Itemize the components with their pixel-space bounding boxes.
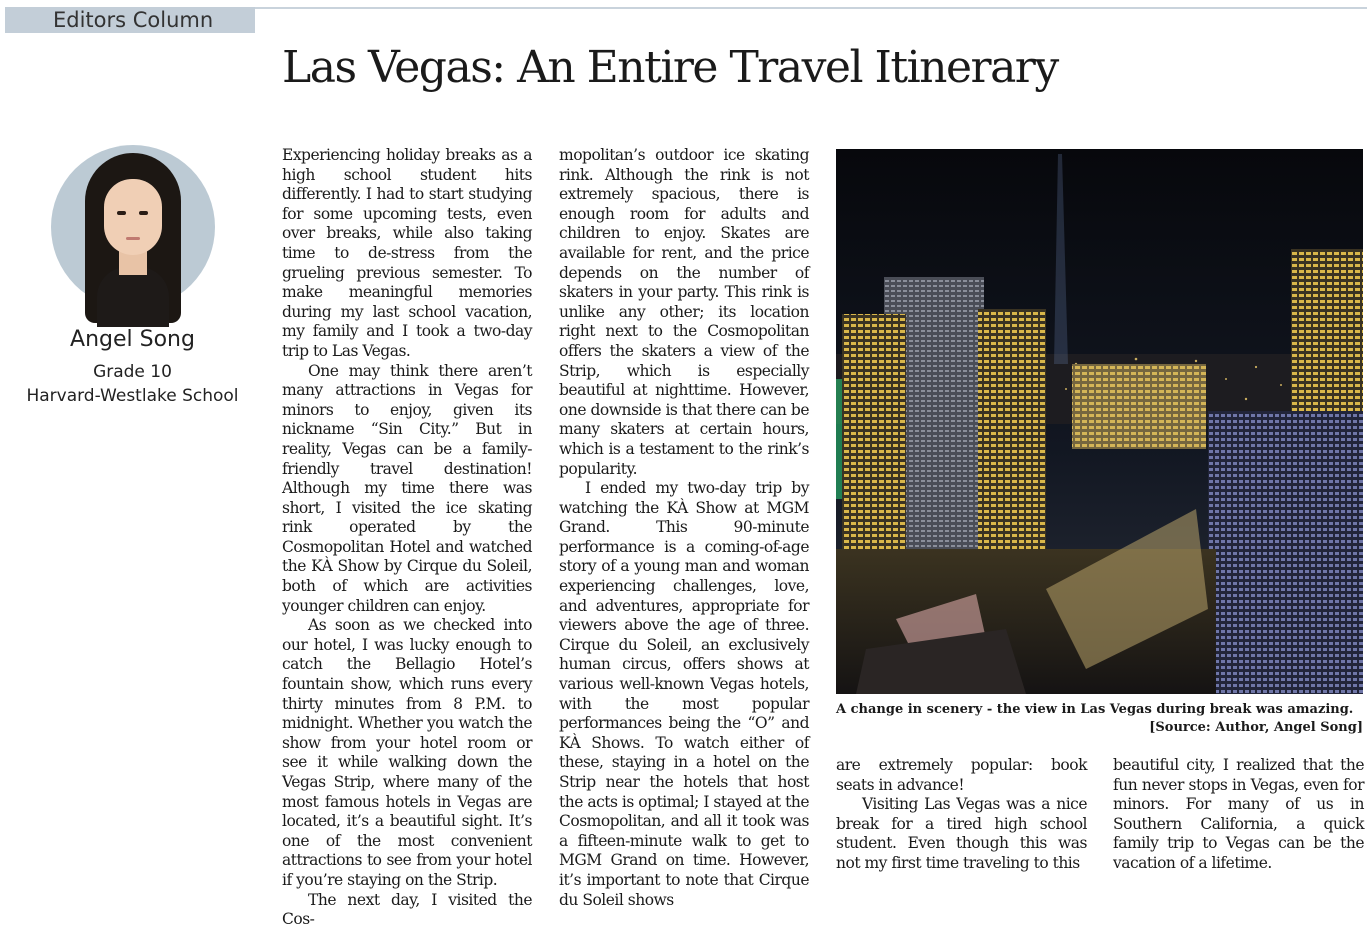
author-grade: Grade 10 <box>93 362 172 382</box>
paragraph: As soon as we checked into our hotel, I was lucky enough to catch the Bellagio Hotel’s fountain show, which runs every thirty minutes from 8 P.M. to midnight. Whether you watch the show from your hotel room or see it while walking down the Vegas Strip, where many of the most famous hotels in Vegas are located, it’s a beautiful sight. It’s one of the most convenient attractions to see from your hotel if you’re staying on the Strip. <box>282 616 532 889</box>
caption-text: A change in scenery - the view in Las Vegas during break was amazing. <box>836 702 1354 717</box>
paragraph: One may think there aren’t many attractions in Vegas for minors to enjoy, given its nickname “Sin City.” But in reality, Vegas can be a family-friendly travel destination! Although my time there was short, I visited the ice skating rink operated by the Cosmopolitan Hotel and watched the KÀ Show by Cirque du Soleil, both of which are activities younger children can enjoy. <box>282 361 532 615</box>
paragraph: beautiful city, I realized that the fun never stops in Vegas, even for minors. For many of us in Southern California, a quick family trip to Vegas can be the vacation of a lifetime. <box>1113 756 1364 872</box>
author-name: Angel Song <box>70 327 195 352</box>
paragraph: I ended my two-day trip by watching the KÀ Show at MGM Grand. This 90-minute performance is a coming-of-age story of a young man and woman experiencing challenges, love, and adventures, appropriate for viewers above the age of three. Cirque du Soleil, an exclusively human circus, offers shows at various well-known Vegas hotels, with the most popular performances being the “O” and KÀ Shows. To watch either of these, staying in a hotel on the Strip near the hotels that host the acts is optimal; I stayed at the Cosmopolitan, and all it took was a fifteen-minute walk to get to MGM Grand on time. However, it’s important to note that Cirque du Soleil shows <box>559 479 809 909</box>
article-column-2 <box>559 146 809 909</box>
paragraph: are extremely popular: book seats in advance! <box>836 756 1087 794</box>
paragraph: mopolitan’s outdoor ice skating rink. Although the rink is not extremely spacious, there is enough room for adults and children to enjoy. Skates are available for rent, and the price depends on the number of skaters in your party. This rink is unlike any other; its location right next to the Cosmopolitan offers the skaters a view of the Strip, which is especially beautiful at nighttime. However, one downside is that there can be many skaters at certain hours, which is a testament to the rink’s popularity. <box>559 146 809 478</box>
article-column-1 <box>282 146 532 929</box>
article-column-4 <box>1113 756 1364 880</box>
paragraph: Visiting Las Vegas was a nice break for a tired high school student. Even though this was not my first time traveling to this <box>836 795 1087 872</box>
section-label: Editors Column <box>5 7 255 33</box>
paragraph: Experiencing holiday breaks as a high school student hits differently. I had to start studying for some upcoming tests, even over breaks, while also taking time to de-stress from the grueling previous semester. To make meaningful memories during my last school vacation, my family and I took a two-day trip to Las Vegas. <box>282 146 532 360</box>
photo-source: [Source: Author, Angel Song] <box>1149 720 1363 735</box>
author-school: Harvard-Westlake School <box>26 386 239 406</box>
author-box <box>5 145 260 408</box>
headline: Las Vegas: An Entire Travel Itinerary <box>282 42 1058 93</box>
paragraph: The next day, I visited the Cos- <box>282 890 532 929</box>
las-vegas-night-photo <box>836 149 1363 694</box>
article-column-3 <box>836 756 1087 880</box>
photo-caption <box>836 701 1363 737</box>
author-avatar <box>51 145 215 309</box>
